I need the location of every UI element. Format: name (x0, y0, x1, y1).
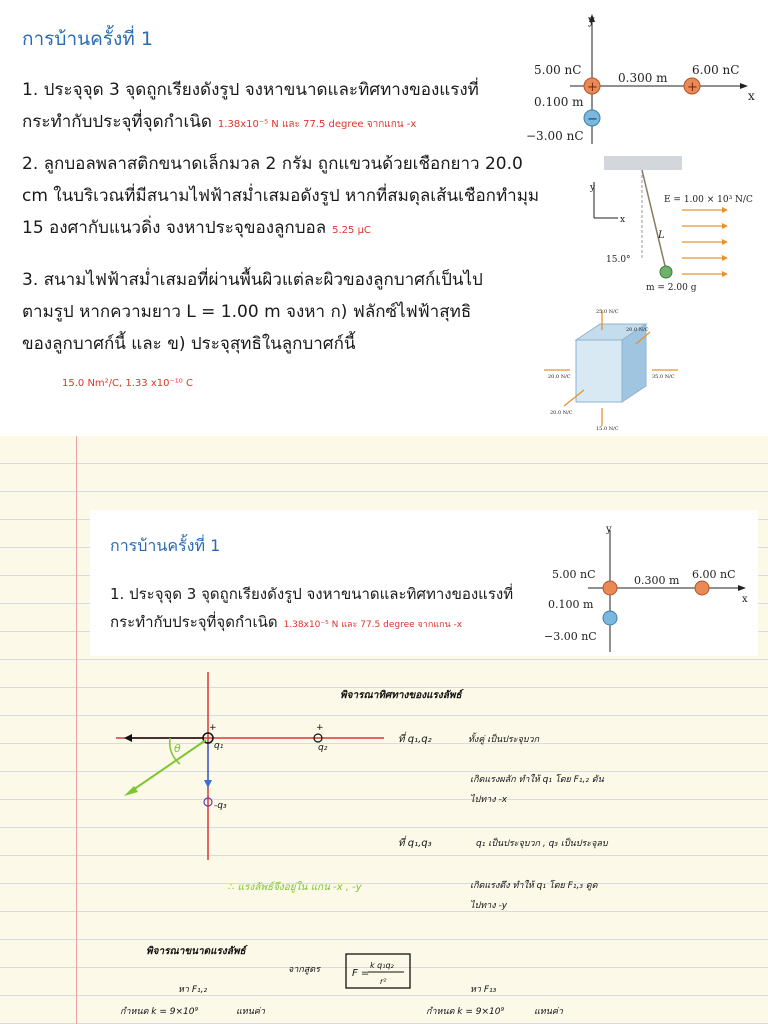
fig1-dist-x: 0.300 m (618, 71, 668, 85)
fig1-q3-sign: − (587, 112, 598, 127)
notes-find-f13: หา F₁₃ (470, 985, 497, 995)
q3-line3: ของลูกบาศก์นี้ และ ข) ประจุสุทธิในลูกบาศก์นี้ (22, 334, 356, 354)
notes-pair1: ที่ q₁,q₂ (398, 734, 432, 745)
notebook-page (0, 436, 768, 1024)
fig1-x-label: x (748, 89, 755, 103)
notes-given1-sub: แทนค่า (236, 1007, 265, 1017)
fig1-q1-sign: + (587, 80, 598, 95)
notes-pair2-desc: q₁ เป็นประจุบวก , q₃ เป็นประจุลบ (476, 839, 608, 849)
notes-pair2-result2: ไปทาง -y (470, 901, 508, 911)
pasted-fig-q2-label: 6.00 nC (692, 568, 736, 581)
fig2-field-label: E = 1.00 × 10³ N/C (664, 195, 753, 205)
pasted-fig-q2 (695, 581, 709, 595)
pasted-title: การบ้านครั้งที่ 1 (110, 536, 221, 555)
notes-formula-numerator: k q₁q₂ (370, 961, 394, 970)
pasted-q1-line2: กระทำกับประจุที่จุดกำเนิด (110, 613, 278, 631)
fig1-q2-label: 6.00 nC (692, 63, 740, 77)
question-3 (22, 264, 483, 360)
pasted-fig-q3-label: −3.00 nC (544, 630, 597, 643)
notes-pair1-result2: ไปทาง -x (470, 795, 508, 805)
figure-pendulum (586, 152, 766, 300)
notes-pair2: ที่ q₁,q₃ (398, 838, 432, 849)
pasted-q1 (110, 580, 513, 639)
fig3-bottom-label: 15.0 N/C (596, 426, 619, 432)
q1-line2: กระทำกับประจุที่จุดกำเนิด (22, 112, 212, 132)
fig3-top-label: 25.0 N/C (596, 309, 619, 315)
notes-angle-theta: θ (174, 742, 181, 755)
q1-answer: 1.38x10⁻⁵ N และ 77.5 degree จากแกน -x (217, 119, 417, 130)
fig3-right-label: 35.0 N/C (652, 374, 675, 380)
pasted-fig-x-label: x (742, 594, 748, 605)
fig3-left-label: 20.0 N/C (548, 374, 571, 380)
fig1-dist-y: 0.100 m (534, 95, 584, 109)
pasted-fig-x-arrow-icon (738, 585, 746, 591)
notes-force-f12-head-icon (124, 734, 132, 742)
fig1-q3-label: −3.00 nC (526, 129, 584, 143)
pasted-fig-q1 (603, 581, 617, 595)
question-1 (22, 74, 479, 141)
q3-line1: 3. สนามไฟฟ้าสม่ำเสมอที่ผ่านพื้นผิวแต่ละผิวของลูกบาศก์เป็นไป (22, 270, 483, 290)
pasted-fig-dist-x: 0.300 m (634, 574, 680, 587)
q2-answer: 5.25 μC (332, 225, 371, 236)
notes-pair1-desc: ทั้งคู่ เป็นประจุบวก (468, 735, 540, 745)
fig2-ceiling (604, 156, 682, 170)
fig3-front-label: 20.0 N/C (550, 410, 573, 416)
figure-cube (540, 302, 690, 434)
notes-q1-plus: + (209, 723, 217, 733)
fig3-cube-front (576, 340, 622, 402)
fig3-back-label: 20.0 N/C (626, 327, 649, 333)
homework-document (0, 0, 768, 436)
pasted-q1-line2-wrap (110, 608, 513, 639)
notes-pair1-result1: เกิดแรงผลัก ทำให้ q₁ โดย F₁,₂ ดัน (470, 775, 604, 785)
pasted-q1-line1: 1. ประจุจุด 3 จุดถูกเรียงดังรูป จงหาขนาดและทิศทางของแรงที่ (110, 585, 514, 603)
handwritten-notes (0, 662, 768, 1024)
notes-q2-label: q₂ (318, 743, 328, 753)
pasted-fig-dist-y: 0.100 m (548, 598, 594, 611)
notes-find-f12: หา F₁,₂ (178, 985, 208, 995)
fig1-q1-label: 5.00 nC (534, 63, 582, 77)
fig2-string (642, 170, 666, 270)
notes-given2: กำหนด k = 9×10⁹ (426, 1007, 505, 1017)
fig2-field-arrows (722, 207, 728, 277)
notes-given1: กำหนด k = 9×10⁹ (120, 1007, 199, 1017)
q3-answer: 15.0 Nm²/C, 1.33 x10⁻¹⁰ C (62, 378, 193, 389)
q1-line2-wrap (22, 106, 479, 141)
homework-title: การบ้านครั้งที่ 1 (22, 28, 153, 50)
pasted-fig-y-label: y (606, 524, 612, 535)
fig2-ball (660, 266, 672, 278)
fig1-q2-sign: + (687, 80, 698, 95)
notes-q1-label: q₁ (214, 741, 224, 751)
pasted-homework-snippet (90, 510, 758, 656)
figure-charges (520, 14, 760, 148)
q2-line3-wrap (22, 212, 539, 247)
fig1-y-label: y (588, 14, 595, 27)
q2-line1: 2. ลูกบอลพลาสติกขนาดเล็กมวล 2 กรัม ถูกแขวนด้วยเชือกยาว 20.0 (22, 154, 523, 174)
q3-line2: ตามรูป หากความยาว L = 1.00 m จงหา ก) ฟลักซ์ไฟฟ้าสุทธิ (22, 302, 472, 322)
fig2-x-label: x (620, 215, 626, 225)
question-2 (22, 148, 539, 247)
fig2-mass-label: m = 2.00 g (646, 283, 697, 293)
pasted-figure-charges (542, 522, 752, 654)
pasted-q1-answer: 1.38x10⁻⁵ N และ 77.5 degree จากแกน -x (283, 620, 463, 630)
fig2-field-lines (682, 210, 722, 274)
pasted-fig-q1-label: 5.00 nC (552, 568, 596, 581)
notes-heading-direction: พิจารณาทิศทางของแรงลัพธ์ (340, 690, 462, 701)
fig2-angle-label: 15.0° (606, 255, 631, 265)
q2-line2: cm ในบริเวณที่มีสนามไฟฟ้าสม่ำเสมอดังรูป หากที่สมดุลเส้นเชือกทำมุม (22, 186, 540, 206)
notes-formula-label: จากสูตร (288, 965, 320, 975)
notes-formula-lhs: F = (352, 968, 370, 979)
fig2-length-label: L (658, 230, 665, 241)
notes-conclusion: ∴ แรงลัพธ์จึงอยู่ใน แกน -x , -y (228, 882, 362, 893)
notes-given2-sub: แทนค่า (534, 1007, 563, 1017)
q2-line3: 15 องศากับแนวดิ่ง จงหาประจุของลูกบอล (22, 218, 327, 238)
notes-pair2-result1: เกิดแรงดึง ทำให้ q₁ โดย F₁,₃ ดูด (470, 881, 598, 891)
notes-formula-denominator: r² (380, 977, 387, 986)
fig2-y-label: y (590, 183, 596, 193)
notes-force-f13-head-icon (204, 780, 212, 788)
notes-heading-magnitude: พิจารณาขนาดแรงลัพธ์ (146, 946, 246, 957)
notes-resultant-arrow (130, 740, 206, 792)
notes-q2-plus: + (316, 723, 324, 733)
fig1-x-arrow-icon (740, 83, 748, 89)
q1-line1: 1. ประจุจุด 3 จุดถูกเรียงดังรูป จงหาขนาดและทิศทางของแรงที่ (22, 80, 479, 100)
notes-q3-label: -q₃ (214, 801, 227, 811)
pasted-fig-q3 (603, 611, 617, 625)
